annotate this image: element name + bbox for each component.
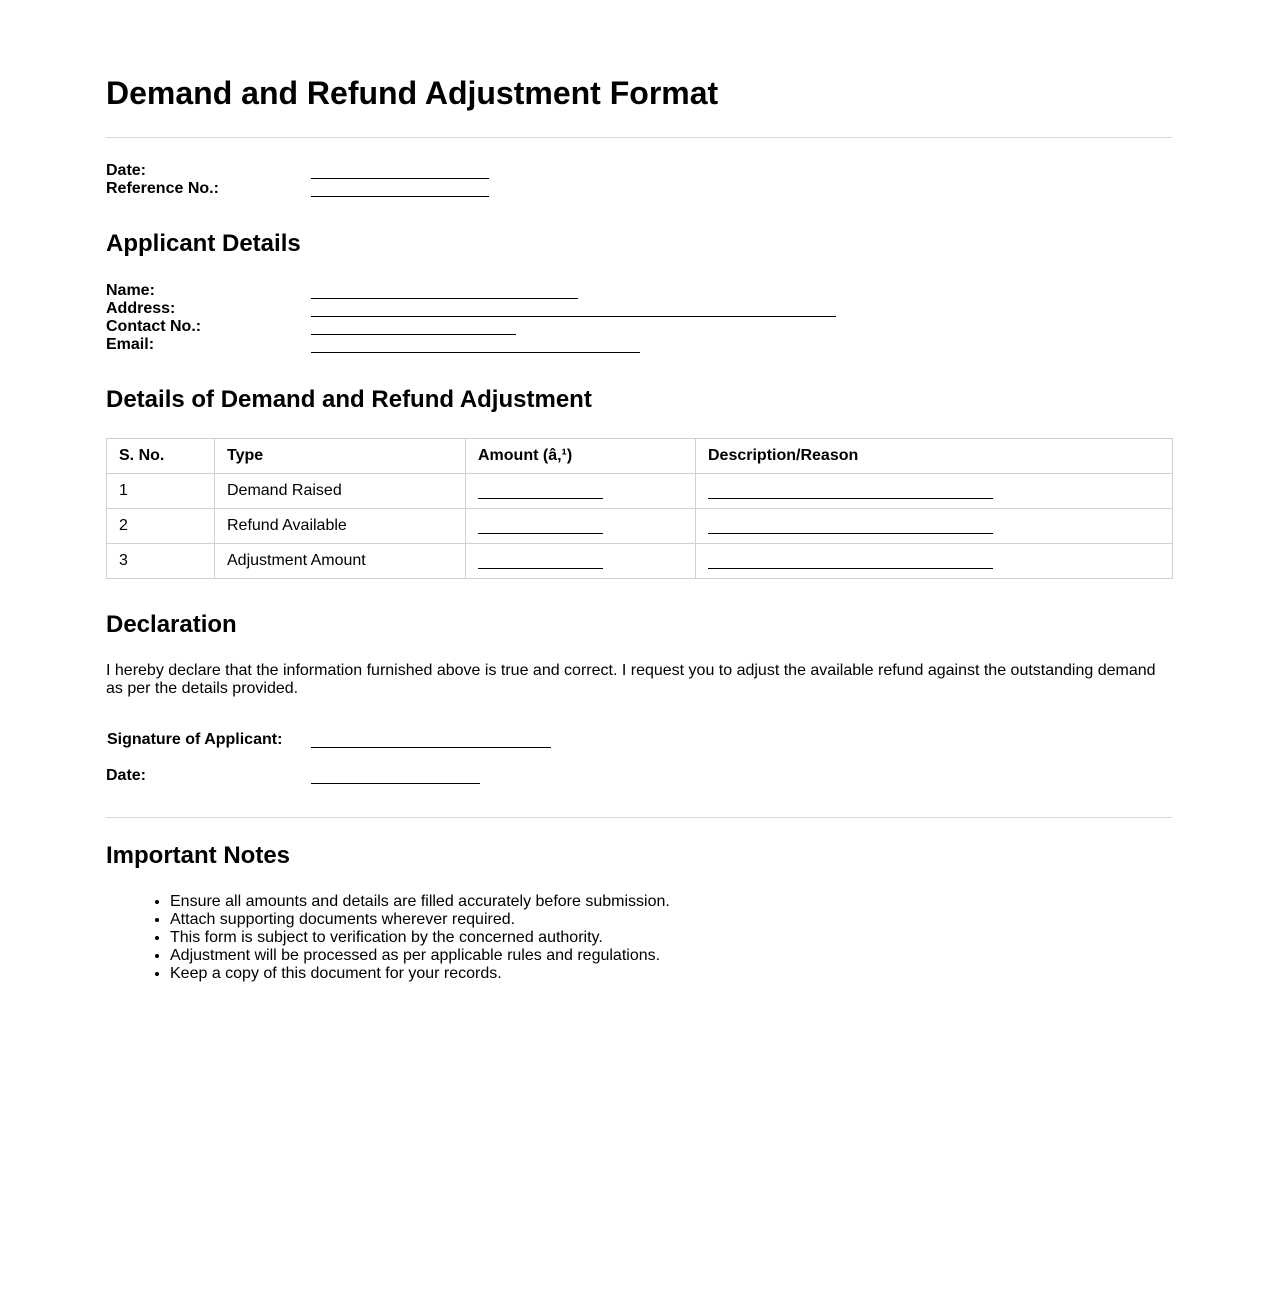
description-blank-line[interactable]	[708, 568, 993, 569]
name-blank-line[interactable]	[311, 298, 578, 299]
column-header-type: Type	[215, 439, 466, 474]
contact-label: Contact No.:	[106, 318, 202, 335]
date-field	[106, 162, 1172, 180]
address-field	[106, 300, 1172, 318]
declaration-date-field	[106, 767, 1172, 785]
signature-label: Signature of Applicant:	[107, 731, 283, 748]
address-label: Address:	[106, 300, 176, 317]
row-type: Refund Available	[215, 509, 466, 544]
column-header-amount: Amount (â‚¹)	[466, 439, 696, 474]
title-divider	[106, 137, 1172, 138]
signature-blank-line[interactable]	[311, 747, 551, 748]
row-sno: 1	[107, 474, 215, 509]
description-blank-line[interactable]	[708, 533, 993, 534]
details-table	[106, 438, 1173, 579]
list-item: • This form is subject to verification by the concerned authority.	[170, 929, 670, 947]
reference-field	[106, 180, 1172, 198]
declaration-text: I hereby declare that the information furnished above is true and correct. I request you to adjust the available refund against the outstanding demand as per the details provided.	[106, 662, 1156, 697]
row-amount-cell	[466, 544, 696, 579]
notes-list	[106, 893, 670, 983]
table-row	[107, 474, 1173, 509]
table-header-row	[107, 439, 1173, 474]
reference-label: Reference No.:	[106, 180, 219, 197]
row-type: Demand Raised	[215, 474, 466, 509]
amount-blank-line[interactable]	[478, 498, 603, 499]
amount-blank-line[interactable]	[478, 568, 603, 569]
row-sno: 3	[107, 544, 215, 579]
declaration-date-label: Date:	[106, 767, 147, 784]
contact-blank-line[interactable]	[311, 334, 516, 335]
list-item: • Ensure all amounts and details are filled accurately before submission.	[170, 893, 670, 911]
row-description-cell	[696, 544, 1173, 579]
declaration-heading: Declaration	[106, 611, 237, 638]
row-description-cell	[696, 509, 1173, 544]
date-label: Date:	[106, 162, 147, 179]
column-header-sno: S. No.	[107, 439, 215, 474]
important-notes-heading: Important Notes	[106, 842, 291, 869]
row-sno: 2	[107, 509, 215, 544]
declaration-date-blank-line[interactable]	[311, 783, 480, 784]
signature-field	[106, 731, 1172, 749]
notes-divider	[106, 817, 1172, 818]
date-blank-line[interactable]	[311, 178, 489, 179]
contact-field	[106, 318, 1172, 336]
email-blank-line[interactable]	[311, 352, 640, 353]
details-heading: Details of Demand and Refund Adjustment	[106, 386, 592, 413]
table-row	[107, 509, 1173, 544]
list-item: • Keep a copy of this document for your records.	[170, 965, 670, 983]
address-blank-line[interactable]	[311, 316, 836, 317]
row-amount-cell	[466, 509, 696, 544]
list-item: • Attach supporting documents wherever required.	[170, 911, 670, 929]
email-field	[106, 336, 1172, 354]
name-label: Name:	[106, 282, 155, 299]
document-title: Demand and Refund Adjustment Format	[106, 75, 719, 111]
list-item: • Adjustment will be processed as per applicable rules and regulations.	[170, 947, 670, 965]
name-field	[106, 282, 1172, 300]
row-description-cell	[696, 474, 1173, 509]
reference-blank-line[interactable]	[311, 196, 489, 197]
email-label: Email:	[106, 336, 155, 353]
table-row	[107, 544, 1173, 579]
amount-blank-line[interactable]	[478, 533, 603, 534]
column-header-description: Description/Reason	[696, 439, 1173, 474]
applicant-details-heading: Applicant Details	[106, 230, 301, 257]
row-type: Adjustment Amount	[215, 544, 466, 579]
description-blank-line[interactable]	[708, 498, 993, 499]
row-amount-cell	[466, 474, 696, 509]
